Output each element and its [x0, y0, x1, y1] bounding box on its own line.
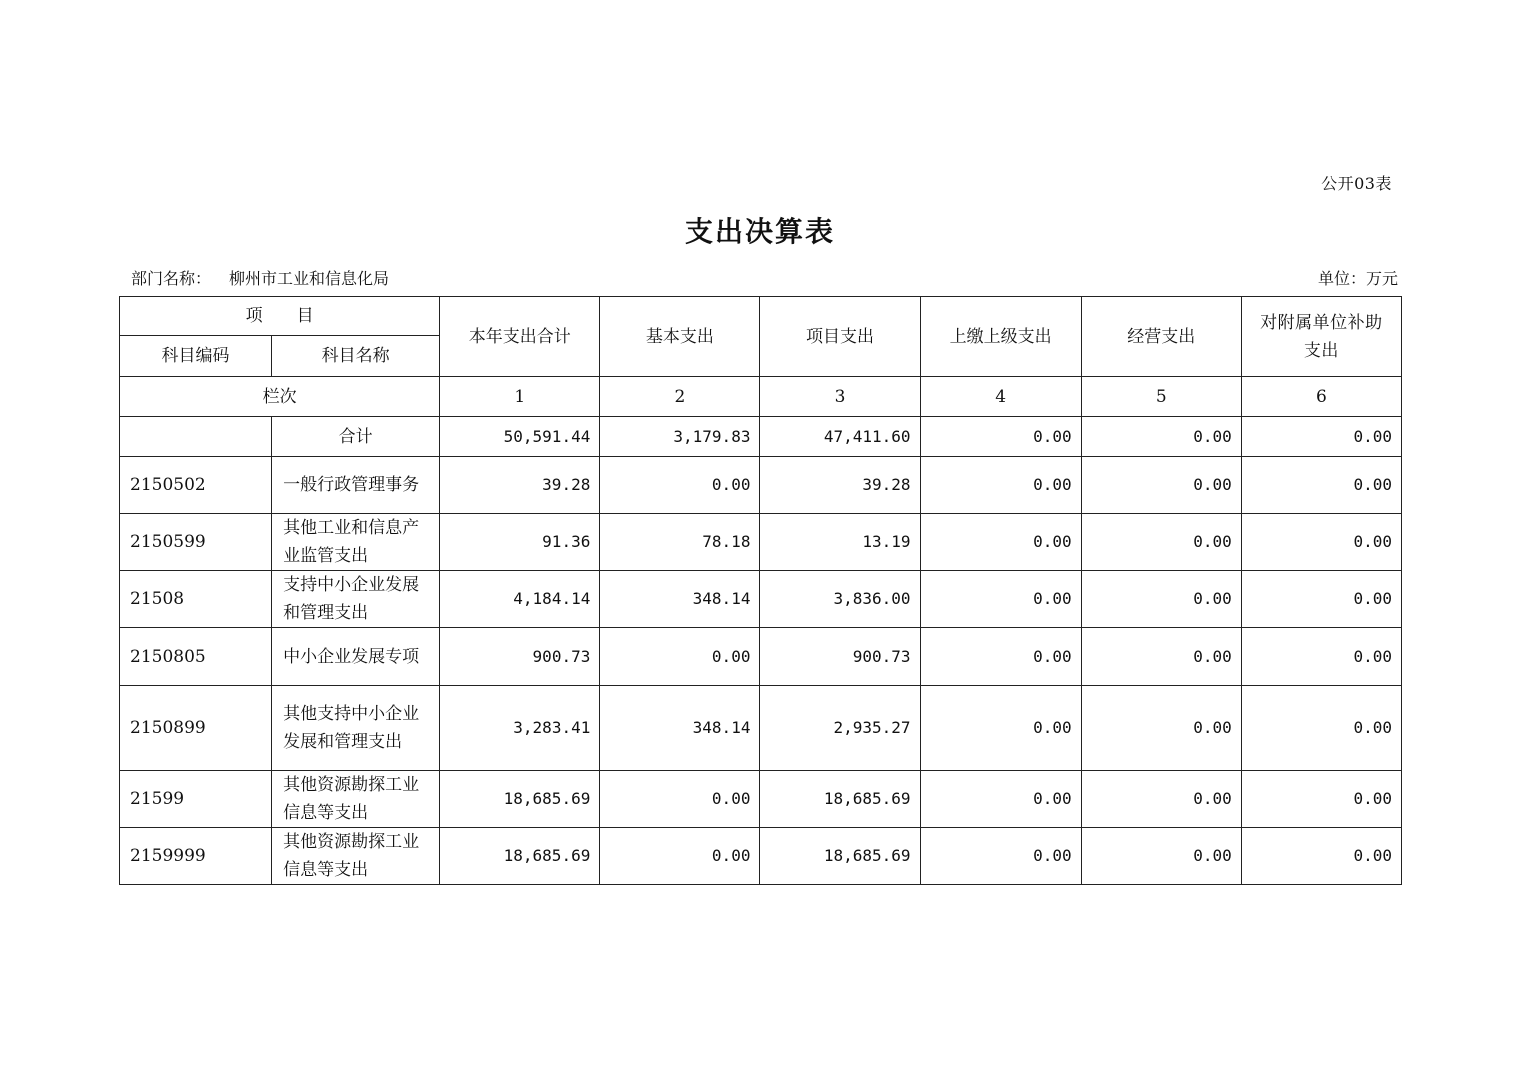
unit-label: 单位：万元: [1317, 269, 1398, 288]
amount-project: 2,935.27: [760, 686, 920, 771]
column-index: 3: [760, 377, 920, 417]
amount-upper: 0.00: [920, 417, 1081, 457]
subject-code: 2150899: [120, 686, 272, 771]
amount-upper: 0.00: [920, 514, 1081, 571]
header-subsidy: 对附属单位补助支出: [1241, 297, 1401, 377]
amount-subsidy: 0.00: [1241, 417, 1401, 457]
subject-code: 2150805: [120, 628, 272, 686]
subject-name: 合计: [272, 417, 440, 457]
subject-code: 21508: [120, 571, 272, 628]
department-line: [131, 266, 389, 289]
department-label: 部门名称：: [131, 269, 212, 288]
column-index: 6: [1241, 377, 1401, 417]
subject-name: 一般行政管理事务: [272, 457, 440, 514]
table-row: [120, 457, 1402, 514]
header-upper: 上缴上级支出: [920, 297, 1081, 377]
amount-project: 39.28: [760, 457, 920, 514]
column-index: 1: [440, 377, 600, 417]
amount-basic: 78.18: [600, 514, 760, 571]
amount-subsidy: 0.00: [1241, 514, 1401, 571]
header-basic: 基本支出: [600, 297, 760, 377]
amount-basic: 0.00: [600, 628, 760, 686]
amount-business: 0.00: [1081, 417, 1241, 457]
amount-project: 18,685.69: [760, 771, 920, 828]
amount-business: 0.00: [1081, 457, 1241, 514]
table-row: [120, 514, 1402, 571]
header-row-1: [120, 297, 1402, 336]
amount-basic: 348.14: [600, 571, 760, 628]
amount-basic: 348.14: [600, 686, 760, 771]
header-code: 科目编码: [120, 336, 272, 377]
subject-name: 其他工业和信息产业监管支出: [272, 514, 440, 571]
amount-total: 50,591.44: [440, 417, 600, 457]
total-row: [120, 417, 1402, 457]
table-row: [120, 628, 1402, 686]
amount-upper: 0.00: [920, 686, 1081, 771]
subject-name: 支持中小企业发展和管理支出: [272, 571, 440, 628]
amount-business: 0.00: [1081, 628, 1241, 686]
amount-business: 0.00: [1081, 828, 1241, 885]
column-index: 5: [1081, 377, 1241, 417]
amount-project: 3,836.00: [760, 571, 920, 628]
subject-code: 2150599: [120, 514, 272, 571]
amount-subsidy: 0.00: [1241, 686, 1401, 771]
column-index-label: 栏次: [120, 377, 440, 417]
amount-upper: 0.00: [920, 828, 1081, 885]
amount-project: 900.73: [760, 628, 920, 686]
header-item: 项 目: [120, 297, 440, 336]
amount-total: 18,685.69: [440, 771, 600, 828]
department-name: 柳州市工业和信息化局: [229, 269, 390, 288]
column-index: 4: [920, 377, 1081, 417]
amount-basic: 0.00: [600, 457, 760, 514]
table-row: [120, 828, 1402, 885]
amount-total: 4,184.14: [440, 571, 600, 628]
amount-subsidy: 0.00: [1241, 457, 1401, 514]
subject-name: 其他支持中小企业发展和管理支出: [272, 686, 440, 771]
amount-subsidy: 0.00: [1241, 828, 1401, 885]
amount-total: 18,685.69: [440, 828, 600, 885]
page-title: 支出决算表: [684, 215, 835, 248]
amount-business: 0.00: [1081, 514, 1241, 571]
subject-name: 中小企业发展专项: [272, 628, 440, 686]
amount-subsidy: 0.00: [1241, 628, 1401, 686]
header-total: 本年支出合计: [440, 297, 600, 377]
amount-total: 91.36: [440, 514, 600, 571]
column-index-row: [120, 377, 1402, 417]
amount-total: 39.28: [440, 457, 600, 514]
form-code: 公开03表: [1321, 174, 1392, 193]
header-project: 项目支出: [760, 297, 920, 377]
amount-total: 900.73: [440, 628, 600, 686]
amount-subsidy: 0.00: [1241, 771, 1401, 828]
amount-basic: 0.00: [600, 828, 760, 885]
amount-upper: 0.00: [920, 771, 1081, 828]
subject-name: 其他资源勘探工业信息等支出: [272, 828, 440, 885]
amount-business: 0.00: [1081, 571, 1241, 628]
amount-basic: 3,179.83: [600, 417, 760, 457]
subject-code: 2159999: [120, 828, 272, 885]
amount-business: 0.00: [1081, 771, 1241, 828]
table-row: [120, 771, 1402, 828]
amount-subsidy: 0.00: [1241, 571, 1401, 628]
amount-project: 47,411.60: [760, 417, 920, 457]
amount-project: 13.19: [760, 514, 920, 571]
amount-business: 0.00: [1081, 686, 1241, 771]
subject-code: 2150502: [120, 457, 272, 514]
amount-upper: 0.00: [920, 457, 1081, 514]
subject-code: [120, 417, 272, 457]
table-row: [120, 571, 1402, 628]
amount-project: 18,685.69: [760, 828, 920, 885]
column-index: 2: [600, 377, 760, 417]
header-business: 经营支出: [1081, 297, 1241, 377]
subject-name: 其他资源勘探工业信息等支出: [272, 771, 440, 828]
subject-code: 21599: [120, 771, 272, 828]
amount-upper: 0.00: [920, 571, 1081, 628]
expenditure-table: [119, 296, 1402, 885]
amount-basic: 0.00: [600, 771, 760, 828]
table-row: [120, 686, 1402, 771]
amount-upper: 0.00: [920, 628, 1081, 686]
header-name: 科目名称: [272, 336, 440, 377]
amount-total: 3,283.41: [440, 686, 600, 771]
